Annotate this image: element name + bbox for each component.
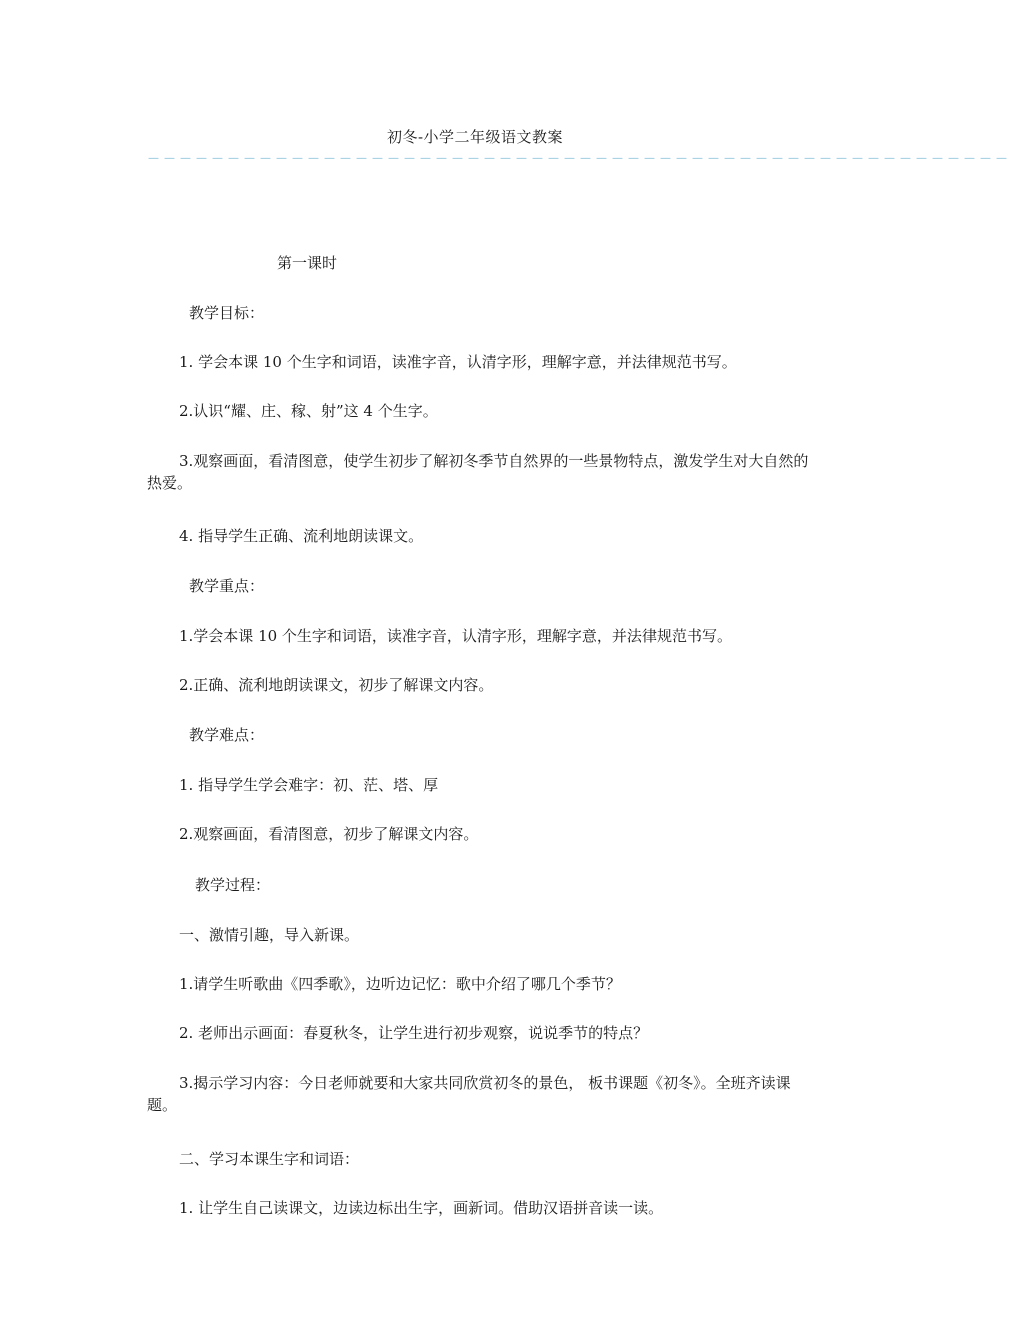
objective-item-4: 4. 指导学生正确、流利地朗读课文。	[179, 527, 424, 545]
key-points-heading: 教学重点：	[189, 577, 265, 595]
key-point-item-2: 2.正确、流利地朗读课文，初步了解课文内容。	[179, 676, 494, 694]
title-divider: －－－－－－－－－－－－－－－－－－－－－－－－－－－－－－－－－－－－－－－－－－－－－－－－－－－－－－	[147, 152, 1011, 167]
difficulty-item-1: 1. 指导学生学会难字：初、茫、塔、厚	[179, 776, 439, 794]
difficulties-heading: 教学难点：	[189, 726, 265, 744]
section-one-item-2: 2. 老师出示画面：春夏秋冬，让学生进行初步观察，说说季节的特点？	[179, 1024, 649, 1042]
difficulty-item-2: 2.观察画面，看清图意，初步了解课文内容。	[179, 825, 479, 843]
objectives-heading: 教学目标：	[189, 304, 265, 322]
objective-item-3: 3.观察画面，看清图意，使学生初步了解初冬季节自然界的一些景物特点，激发学生对大自然的热爱。	[147, 452, 809, 492]
section-one-item-1: 1.请学生听歌曲《四季歌》，边听边记忆：歌中介绍了哪几个季节？	[179, 975, 621, 993]
process-heading: 教学过程：	[195, 876, 271, 894]
objective-item-1: 1. 学会本课 10 个生字和词语，读准字音，认清字形，理解字意，并法律规范书写。	[179, 353, 737, 371]
section-one-item-3: 3.揭示学习内容：今日老师就要和大家共同欣赏初冬的景色， 板书课题《初冬》。全班齐读课题。	[147, 1074, 791, 1114]
section-two-item-1: 1. 让学生自己读课文，边读边标出生字，画新词。借助汉语拼音读一读。	[179, 1199, 664, 1217]
objective-item-2: 2.认识“耀、庄、稼、射”这 4 个生字。	[179, 402, 438, 420]
section-one-heading: 一、激情引趣，导入新课。	[179, 926, 360, 944]
lesson-heading: 第一课时	[277, 254, 338, 272]
section-two-heading: 二、学习本课生字和词语：	[179, 1150, 360, 1168]
document-title: 初冬-小学二年级语文教案	[386, 128, 564, 146]
key-point-item-1: 1.学会本课 10 个生字和词语，读准字音，认清字形，理解字意，并法律规范书写。	[179, 627, 732, 645]
